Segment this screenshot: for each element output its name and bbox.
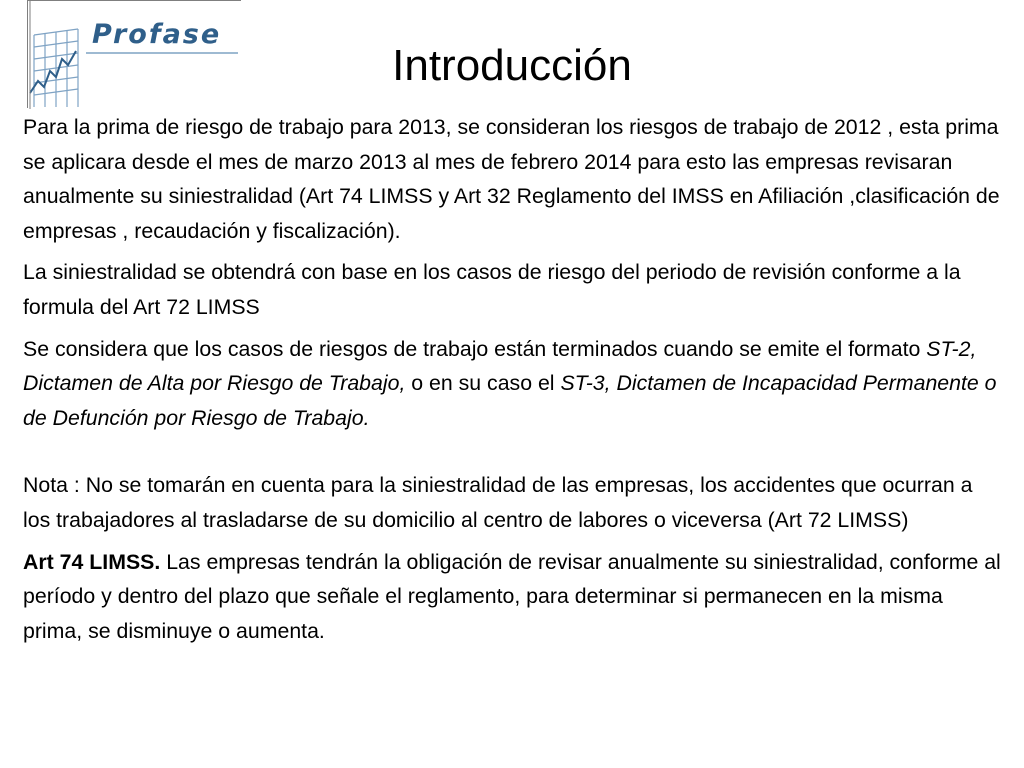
paragraph-3-italic1: ST-2, Dictamen de Alta por Riesgo de Trabajo, <box>23 336 977 396</box>
paragraph-3-part1: Se considera que los casos de riesgos de trabajo están terminados cuando se emite el formato <box>23 336 927 361</box>
paragraph-art74-text: Las empresas tendrán la obligación de revisar anualmente su siniestralidad, conforme al período y dentro del plazo que señale el reglamento, para determinar si permanecen en la misma prima, se disminuye o aumenta. <box>23 549 1001 643</box>
paragraph-1: Para la prima de riesgo de trabajo para 2013, se consideran los riesgos de trabajo de 2012 , esta prima se aplicara desde el mes de marzo 2013 al mes de febrero 2014 para esto las empresas revisaran anualmente su siniestralidad (Art 74 LIMSS y Art 32 Reglamento del IMSS en Afiliación ,clasificación de empresas , recaudación y fiscalización). <box>23 115 1000 243</box>
paragraph-nota: Nota : No se tomarán en cuenta para la siniestralidad de las empresas, los accidentes que ocurran a los trabajadores al trasladarse de su domicilio al centro de labores o viceversa (Art 72 LIMSS) <box>23 473 973 532</box>
logo-text: Profase <box>92 19 222 50</box>
paragraph-3-italic2: ST-3, Dictamen de Incapacidad Permanente o de Defunción por Riesgo de Trabajo. <box>23 371 997 430</box>
paragraph-3-part2: o en su caso el <box>405 371 561 396</box>
paragraph-art74-heading: Art 74 LIMSS. <box>23 549 161 574</box>
paragraph-2: La siniestralidad se obtendrá con base en los casos de riesgo del periodo de revisión conforme a la formula del Art 72 LIMSS <box>23 260 961 319</box>
slide-title: Introducción <box>392 41 632 90</box>
paragraph-3 <box>23 332 1001 436</box>
slide-body <box>23 110 1001 655</box>
paragraph-art74 <box>23 545 1001 649</box>
